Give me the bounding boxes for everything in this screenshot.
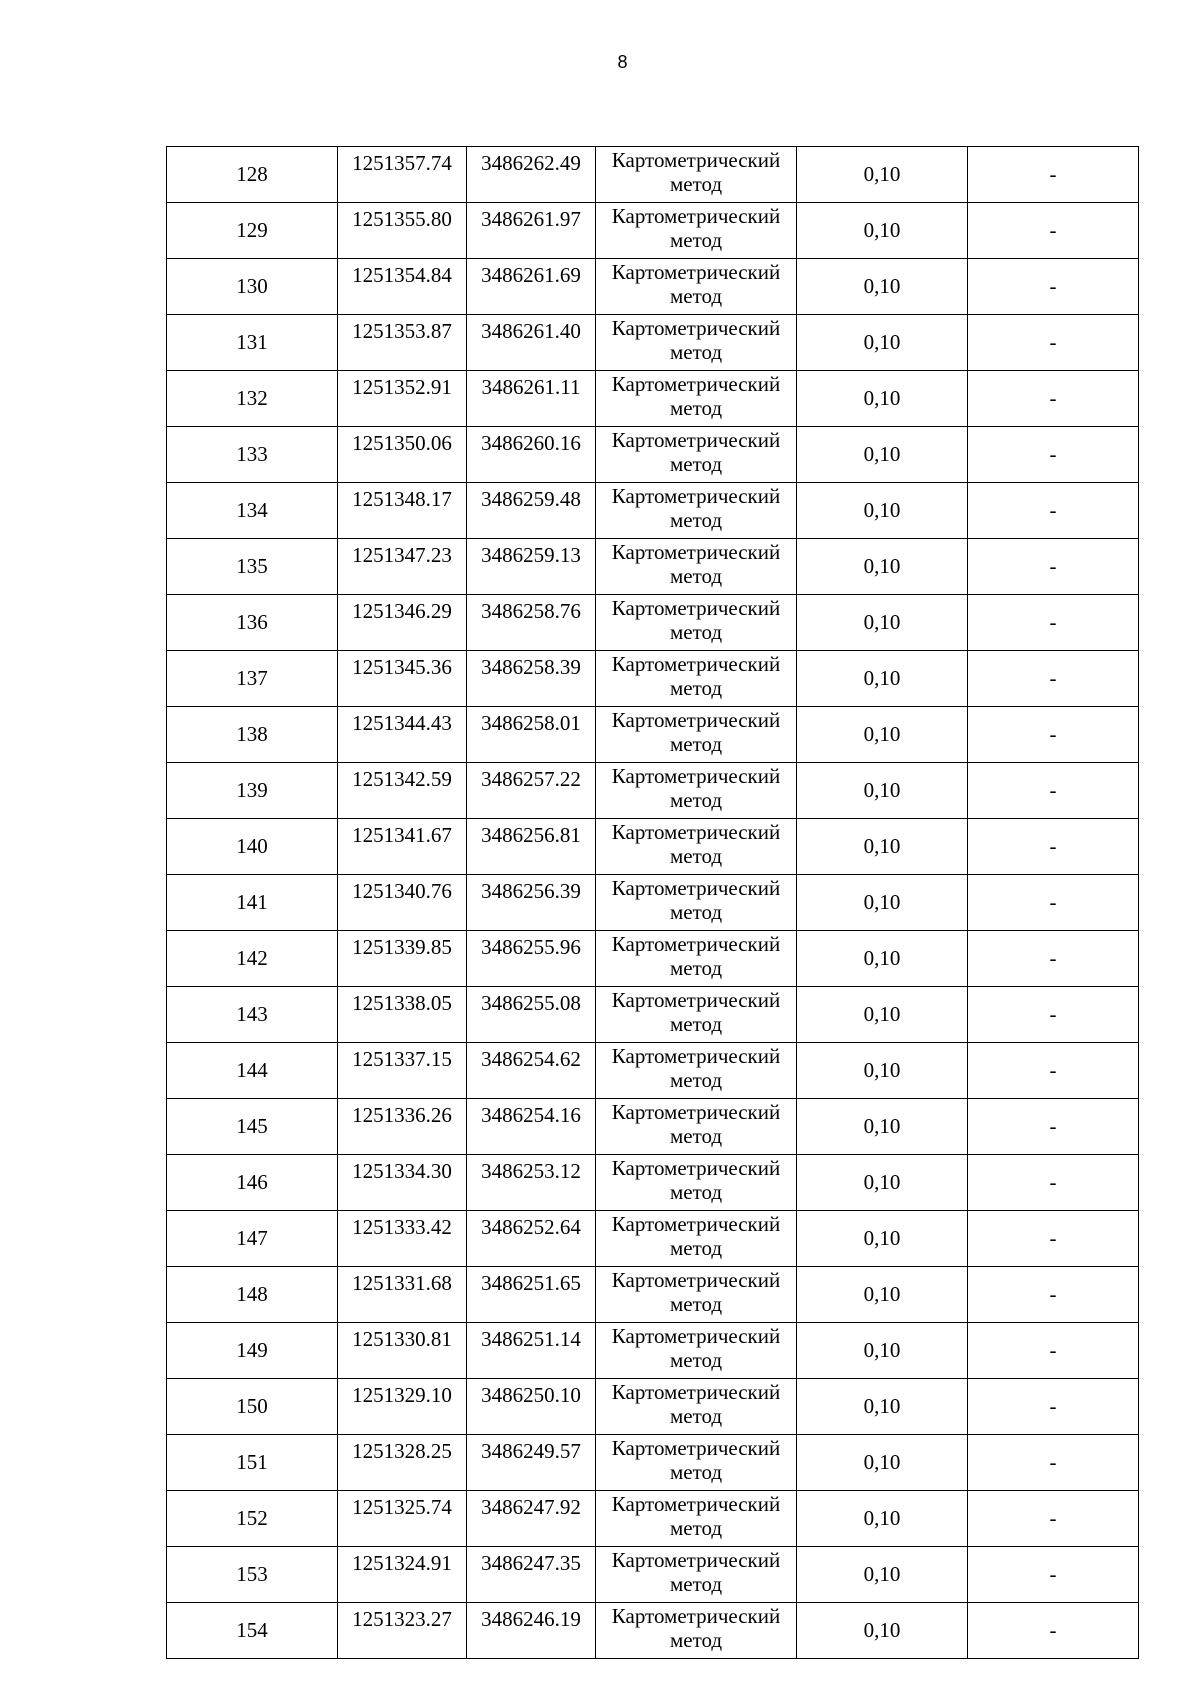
x-coordinate-cell: 1251347.23 bbox=[338, 539, 467, 595]
x-coordinate-cell: 1251337.15 bbox=[338, 1043, 467, 1099]
method-cell: Картометрический метод bbox=[596, 595, 797, 651]
accuracy-cell: 0,10 bbox=[797, 427, 968, 483]
table-row bbox=[167, 707, 1139, 763]
y-coordinate-cell: 3486250.10 bbox=[467, 1379, 596, 1435]
point-number-cell: 138 bbox=[167, 707, 338, 763]
table-row bbox=[167, 1043, 1139, 1099]
x-coordinate-cell: 1251350.06 bbox=[338, 427, 467, 483]
x-coordinate-cell: 1251325.74 bbox=[338, 1491, 467, 1547]
method-cell: Картометрический метод bbox=[596, 1435, 797, 1491]
accuracy-cell: 0,10 bbox=[797, 259, 968, 315]
accuracy-cell: 0,10 bbox=[797, 1491, 968, 1547]
accuracy-cell: 0,10 bbox=[797, 1435, 968, 1491]
table-row bbox=[167, 931, 1139, 987]
x-coordinate-cell: 1251345.36 bbox=[338, 651, 467, 707]
point-number-cell: 154 bbox=[167, 1603, 338, 1659]
method-cell: Картометрический метод bbox=[596, 763, 797, 819]
table-row bbox=[167, 427, 1139, 483]
accuracy-cell: 0,10 bbox=[797, 203, 968, 259]
method-cell: Картометрический метод bbox=[596, 1267, 797, 1323]
note-cell: - bbox=[968, 147, 1139, 203]
accuracy-cell: 0,10 bbox=[797, 931, 968, 987]
x-coordinate-cell: 1251342.59 bbox=[338, 763, 467, 819]
x-coordinate-cell: 1251329.10 bbox=[338, 1379, 467, 1435]
table-row bbox=[167, 371, 1139, 427]
point-number-cell: 146 bbox=[167, 1155, 338, 1211]
y-coordinate-cell: 3486261.97 bbox=[467, 203, 596, 259]
y-coordinate-cell: 3486259.13 bbox=[467, 539, 596, 595]
note-cell: - bbox=[968, 987, 1139, 1043]
point-number-cell: 144 bbox=[167, 1043, 338, 1099]
y-coordinate-cell: 3486251.14 bbox=[467, 1323, 596, 1379]
method-cell: Картометрический метод bbox=[596, 1099, 797, 1155]
y-coordinate-cell: 3486255.08 bbox=[467, 987, 596, 1043]
x-coordinate-cell: 1251334.30 bbox=[338, 1155, 467, 1211]
note-cell: - bbox=[968, 651, 1139, 707]
accuracy-cell: 0,10 bbox=[797, 707, 968, 763]
table-row bbox=[167, 1211, 1139, 1267]
accuracy-cell: 0,10 bbox=[797, 1379, 968, 1435]
table-row bbox=[167, 819, 1139, 875]
table-row bbox=[167, 651, 1139, 707]
x-coordinate-cell: 1251331.68 bbox=[338, 1267, 467, 1323]
x-coordinate-cell: 1251355.80 bbox=[338, 203, 467, 259]
point-number-cell: 150 bbox=[167, 1379, 338, 1435]
accuracy-cell: 0,10 bbox=[797, 1043, 968, 1099]
method-cell: Картометрический метод bbox=[596, 651, 797, 707]
note-cell: - bbox=[968, 1547, 1139, 1603]
table-row bbox=[167, 259, 1139, 315]
point-number-cell: 149 bbox=[167, 1323, 338, 1379]
method-cell: Картометрический метод bbox=[596, 203, 797, 259]
note-cell: - bbox=[968, 203, 1139, 259]
point-number-cell: 141 bbox=[167, 875, 338, 931]
accuracy-cell: 0,10 bbox=[797, 763, 968, 819]
method-cell: Картометрический метод bbox=[596, 875, 797, 931]
table-row bbox=[167, 1323, 1139, 1379]
accuracy-cell: 0,10 bbox=[797, 595, 968, 651]
accuracy-cell: 0,10 bbox=[797, 1267, 968, 1323]
y-coordinate-cell: 3486246.19 bbox=[467, 1603, 596, 1659]
method-cell: Картометрический метод bbox=[596, 1547, 797, 1603]
table-row bbox=[167, 1491, 1139, 1547]
point-number-cell: 140 bbox=[167, 819, 338, 875]
y-coordinate-cell: 3486247.35 bbox=[467, 1547, 596, 1603]
table-row bbox=[167, 539, 1139, 595]
x-coordinate-cell: 1251338.05 bbox=[338, 987, 467, 1043]
point-number-cell: 137 bbox=[167, 651, 338, 707]
note-cell: - bbox=[968, 595, 1139, 651]
table-row bbox=[167, 1547, 1139, 1603]
method-cell: Картометрический метод bbox=[596, 987, 797, 1043]
note-cell: - bbox=[968, 371, 1139, 427]
accuracy-cell: 0,10 bbox=[797, 1603, 968, 1659]
table-row bbox=[167, 315, 1139, 371]
table-row bbox=[167, 147, 1139, 203]
x-coordinate-cell: 1251330.81 bbox=[338, 1323, 467, 1379]
method-cell: Картометрический метод bbox=[596, 483, 797, 539]
x-coordinate-cell: 1251340.76 bbox=[338, 875, 467, 931]
y-coordinate-cell: 3486262.49 bbox=[467, 147, 596, 203]
accuracy-cell: 0,10 bbox=[797, 651, 968, 707]
y-coordinate-cell: 3486261.11 bbox=[467, 371, 596, 427]
accuracy-cell: 0,10 bbox=[797, 819, 968, 875]
x-coordinate-cell: 1251336.26 bbox=[338, 1099, 467, 1155]
method-cell: Картометрический метод bbox=[596, 259, 797, 315]
method-cell: Картометрический метод bbox=[596, 147, 797, 203]
accuracy-cell: 0,10 bbox=[797, 1211, 968, 1267]
method-cell: Картометрический метод bbox=[596, 315, 797, 371]
method-cell: Картометрический метод bbox=[596, 1491, 797, 1547]
x-coordinate-cell: 1251354.84 bbox=[338, 259, 467, 315]
accuracy-cell: 0,10 bbox=[797, 1323, 968, 1379]
table-row bbox=[167, 1267, 1139, 1323]
note-cell: - bbox=[968, 427, 1139, 483]
table-row bbox=[167, 1379, 1139, 1435]
point-number-cell: 151 bbox=[167, 1435, 338, 1491]
table-row bbox=[167, 483, 1139, 539]
note-cell: - bbox=[968, 931, 1139, 987]
y-coordinate-cell: 3486260.16 bbox=[467, 427, 596, 483]
x-coordinate-cell: 1251348.17 bbox=[338, 483, 467, 539]
x-coordinate-cell: 1251344.43 bbox=[338, 707, 467, 763]
accuracy-cell: 0,10 bbox=[797, 875, 968, 931]
accuracy-cell: 0,10 bbox=[797, 147, 968, 203]
method-cell: Картометрический метод bbox=[596, 539, 797, 595]
accuracy-cell: 0,10 bbox=[797, 1547, 968, 1603]
table-row bbox=[167, 203, 1139, 259]
x-coordinate-cell: 1251352.91 bbox=[338, 371, 467, 427]
table-row bbox=[167, 1155, 1139, 1211]
table-row bbox=[167, 1099, 1139, 1155]
y-coordinate-cell: 3486255.96 bbox=[467, 931, 596, 987]
table-row bbox=[167, 763, 1139, 819]
y-coordinate-cell: 3486254.16 bbox=[467, 1099, 596, 1155]
point-number-cell: 147 bbox=[167, 1211, 338, 1267]
point-number-cell: 134 bbox=[167, 483, 338, 539]
note-cell: - bbox=[968, 819, 1139, 875]
y-coordinate-cell: 3486258.01 bbox=[467, 707, 596, 763]
x-coordinate-cell: 1251341.67 bbox=[338, 819, 467, 875]
table-row bbox=[167, 595, 1139, 651]
x-coordinate-cell: 1251357.74 bbox=[338, 147, 467, 203]
note-cell: - bbox=[968, 1491, 1139, 1547]
table-row bbox=[167, 1435, 1139, 1491]
method-cell: Картометрический метод bbox=[596, 1323, 797, 1379]
note-cell: - bbox=[968, 1379, 1139, 1435]
note-cell: - bbox=[968, 707, 1139, 763]
x-coordinate-cell: 1251333.42 bbox=[338, 1211, 467, 1267]
note-cell: - bbox=[968, 1211, 1139, 1267]
y-coordinate-cell: 3486258.76 bbox=[467, 595, 596, 651]
accuracy-cell: 0,10 bbox=[797, 483, 968, 539]
accuracy-cell: 0,10 bbox=[797, 987, 968, 1043]
point-number-cell: 148 bbox=[167, 1267, 338, 1323]
point-number-cell: 142 bbox=[167, 931, 338, 987]
point-number-cell: 130 bbox=[167, 259, 338, 315]
note-cell: - bbox=[968, 1099, 1139, 1155]
method-cell: Картометрический метод bbox=[596, 1155, 797, 1211]
method-cell: Картометрический метод bbox=[596, 1379, 797, 1435]
coordinates-table bbox=[166, 146, 1139, 1659]
note-cell: - bbox=[968, 259, 1139, 315]
note-cell: - bbox=[968, 763, 1139, 819]
point-number-cell: 128 bbox=[167, 147, 338, 203]
point-number-cell: 136 bbox=[167, 595, 338, 651]
accuracy-cell: 0,10 bbox=[797, 371, 968, 427]
method-cell: Картометрический метод bbox=[596, 371, 797, 427]
table-row bbox=[167, 1603, 1139, 1659]
note-cell: - bbox=[968, 1435, 1139, 1491]
note-cell: - bbox=[968, 1603, 1139, 1659]
accuracy-cell: 0,10 bbox=[797, 1099, 968, 1155]
y-coordinate-cell: 3486251.65 bbox=[467, 1267, 596, 1323]
note-cell: - bbox=[968, 1323, 1139, 1379]
method-cell: Картометрический метод bbox=[596, 1603, 797, 1659]
point-number-cell: 139 bbox=[167, 763, 338, 819]
y-coordinate-cell: 3486261.69 bbox=[467, 259, 596, 315]
method-cell: Картометрический метод bbox=[596, 1211, 797, 1267]
point-number-cell: 129 bbox=[167, 203, 338, 259]
x-coordinate-cell: 1251324.91 bbox=[338, 1547, 467, 1603]
point-number-cell: 133 bbox=[167, 427, 338, 483]
method-cell: Картометрический метод bbox=[596, 1043, 797, 1099]
point-number-cell: 153 bbox=[167, 1547, 338, 1603]
table-row bbox=[167, 875, 1139, 931]
coordinates-table-body bbox=[167, 147, 1139, 1659]
y-coordinate-cell: 3486254.62 bbox=[467, 1043, 596, 1099]
page-number: 8 bbox=[617, 52, 628, 72]
note-cell: - bbox=[968, 1155, 1139, 1211]
y-coordinate-cell: 3486256.81 bbox=[467, 819, 596, 875]
note-cell: - bbox=[968, 315, 1139, 371]
accuracy-cell: 0,10 bbox=[797, 1155, 968, 1211]
note-cell: - bbox=[968, 1043, 1139, 1099]
accuracy-cell: 0,10 bbox=[797, 315, 968, 371]
y-coordinate-cell: 3486256.39 bbox=[467, 875, 596, 931]
note-cell: - bbox=[968, 1267, 1139, 1323]
y-coordinate-cell: 3486261.40 bbox=[467, 315, 596, 371]
y-coordinate-cell: 3486259.48 bbox=[467, 483, 596, 539]
y-coordinate-cell: 3486257.22 bbox=[467, 763, 596, 819]
point-number-cell: 145 bbox=[167, 1099, 338, 1155]
x-coordinate-cell: 1251339.85 bbox=[338, 931, 467, 987]
point-number-cell: 135 bbox=[167, 539, 338, 595]
method-cell: Картометрический метод bbox=[596, 931, 797, 987]
x-coordinate-cell: 1251353.87 bbox=[338, 315, 467, 371]
point-number-cell: 131 bbox=[167, 315, 338, 371]
point-number-cell: 143 bbox=[167, 987, 338, 1043]
y-coordinate-cell: 3486249.57 bbox=[467, 1435, 596, 1491]
point-number-cell: 152 bbox=[167, 1491, 338, 1547]
method-cell: Картометрический метод bbox=[596, 707, 797, 763]
note-cell: - bbox=[968, 483, 1139, 539]
table-row bbox=[167, 987, 1139, 1043]
x-coordinate-cell: 1251328.25 bbox=[338, 1435, 467, 1491]
note-cell: - bbox=[968, 875, 1139, 931]
accuracy-cell: 0,10 bbox=[797, 539, 968, 595]
point-number-cell: 132 bbox=[167, 371, 338, 427]
method-cell: Картометрический метод bbox=[596, 819, 797, 875]
x-coordinate-cell: 1251323.27 bbox=[338, 1603, 467, 1659]
x-coordinate-cell: 1251346.29 bbox=[338, 595, 467, 651]
y-coordinate-cell: 3486253.12 bbox=[467, 1155, 596, 1211]
y-coordinate-cell: 3486258.39 bbox=[467, 651, 596, 707]
note-cell: - bbox=[968, 539, 1139, 595]
y-coordinate-cell: 3486252.64 bbox=[467, 1211, 596, 1267]
y-coordinate-cell: 3486247.92 bbox=[467, 1491, 596, 1547]
method-cell: Картометрический метод bbox=[596, 427, 797, 483]
